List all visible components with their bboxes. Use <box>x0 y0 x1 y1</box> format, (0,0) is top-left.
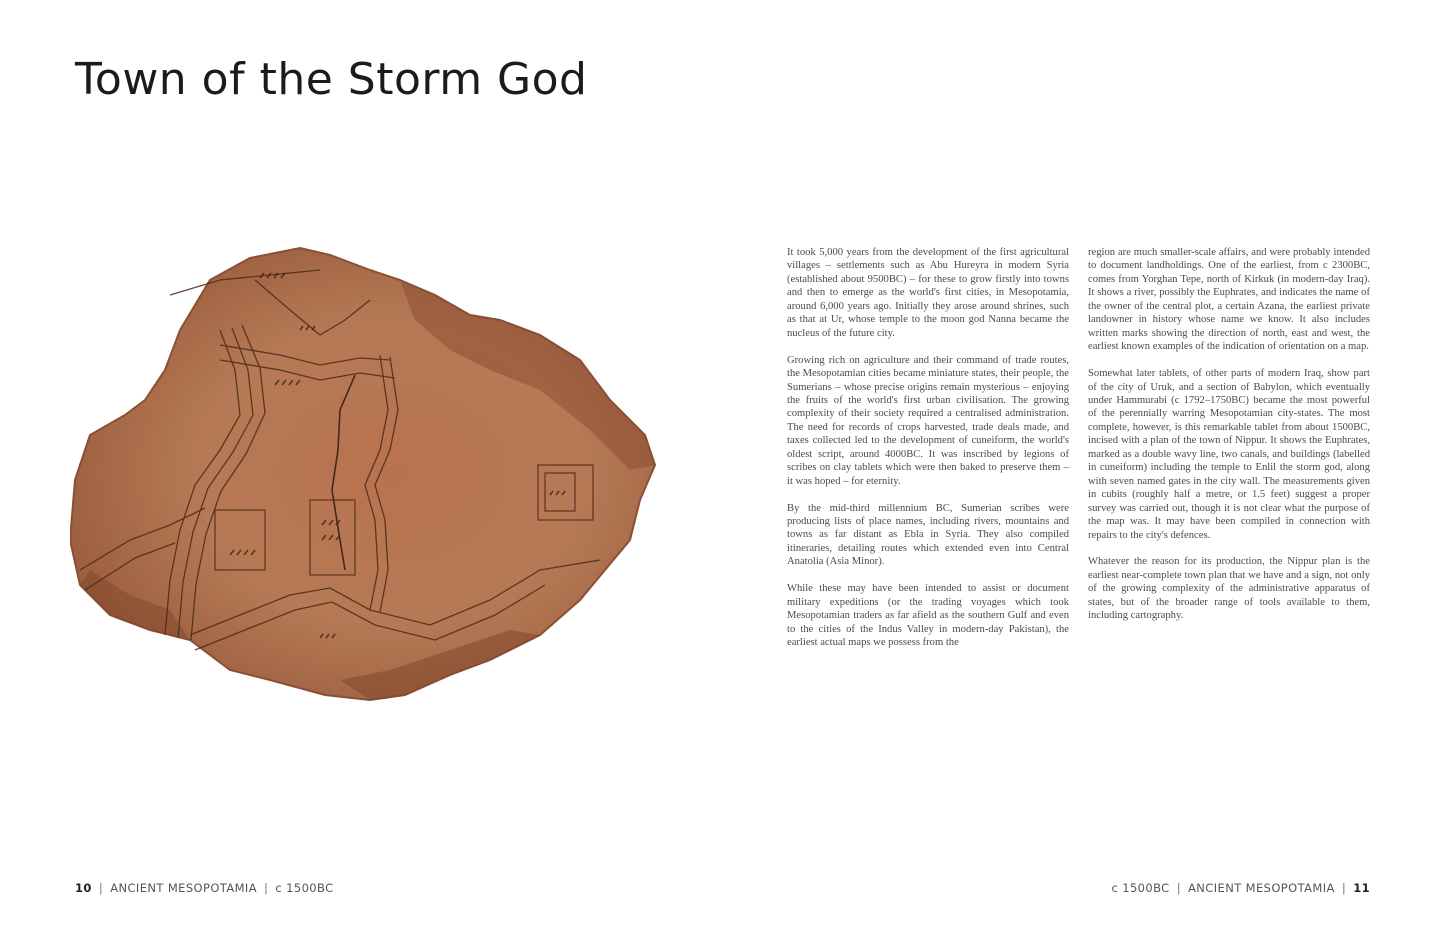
separator: | <box>264 881 269 895</box>
paragraph: While these may have been intended to assist or document military expeditions (or the trading voyages which took Mesopotamian traders as far afield as the southern Gulf and even to the cities of the Indus Valley in modern-day Pakistan), the earliest actual maps we possess from the <box>787 583 1069 649</box>
paragraph: Growing rich on agriculture and their command of trade routes, the Mesopotamian cities became miniature states, their people, the Sumerians – whose precise origins remain mysterious – enjoying the fruits of the world's first urban civilisation. The growing complexity of their society required a centralised administration. The need for records of crops harvested, trade deals made, and taxes collected led to the development of cuneiform, the world's oldest script, around 4000BC. It was inscribed by legions of scribes on clay tablets which were then baked to preserve them – it was hoped – for eternity. <box>787 354 1069 487</box>
tablet-photograph <box>70 240 665 705</box>
page-title: Town of the Storm God <box>75 54 588 105</box>
page-number: 11 <box>1353 881 1370 895</box>
paragraph: It took 5,000 years from the development of the first agricultural villages – settlements such as Abu Hureyra in modern Syria (established about 9500BC) – for these to grow firstly into towns and then to emerge as the world's first cities, in Mesopotamia, around 6,000 years ago. Initially they arose around shrines, such as that at Ur, whose temple to the moon god Nanna became the nucleus of the future city. <box>787 247 1069 339</box>
date-label: c 1500BC <box>1111 881 1170 895</box>
running-footer-left <box>75 881 334 895</box>
section-title: ANCIENT MESOPOTAMIA <box>110 881 257 895</box>
paragraph: By the mid-third millennium BC, Sumerian scribes were producing lists of place names, including rivers, mountains and towns as far distant as Ebla in Syria. They also compiled itineraries, detailing routes which extended even into Central Anatolia (Asia Minor). <box>787 502 1069 568</box>
separator: | <box>1341 881 1347 895</box>
nippur-tablet-illustration <box>70 240 665 705</box>
running-footer-right <box>1111 881 1370 895</box>
text-column-left <box>787 246 1069 663</box>
separator: | <box>1176 881 1181 895</box>
text-column-right <box>1088 246 1370 636</box>
separator: | <box>98 881 104 895</box>
paragraph: Somewhat later tablets, of other parts of modern Iraq, show part of the city of Uruk, and a section of Babylon, which eventually under Hammurabi (c 1792–1750BC) became the most powerful of the perennially warring Mesopotamian city-states. The most complete, however, is this remarkable tablet from about 1500BC, incised with a plan of the town of Nippur. It shows the Euphrates, marked as a double wavy line, two canals, and buildings (labelled in cuneiform) including the temple to Enlil the storm god, along with seven named gates in the city wall. The measurements given in cubits (roughly half a metre, or 1.5 feet) suggest a proper survey was carried out, though it is not clear what the purpose of the map was. It may have been compiled in connection with repairs to the city's defences. <box>1088 368 1370 541</box>
paragraph: region are much smaller-scale affairs, and were probably intended to document landholdings. One of the earliest, from c 2300BC, comes from Yorghan Tepe, north of Kirkuk (in modern-day Iraq). It shows a river, possibly the Euphrates, and indicates the name of the owner of the central plot, a certain Azana, the earliest private landowner in history whose name we know. It also includes written marks showing the direction of north, east and west, the earliest known examples of the indication of orientation on a map. <box>1088 247 1370 353</box>
section-title: ANCIENT MESOPOTAMIA <box>1188 881 1335 895</box>
page-number: 10 <box>75 881 92 895</box>
paragraph: Whatever the reason for its production, the Nippur plan is the earliest near-complete town plan that we have and a sign, not only of the growing complexity of the administrative apparatus of states, but of the broader range of tools available to them, including cartography. <box>1088 556 1370 622</box>
date-label: c 1500BC <box>275 881 334 895</box>
